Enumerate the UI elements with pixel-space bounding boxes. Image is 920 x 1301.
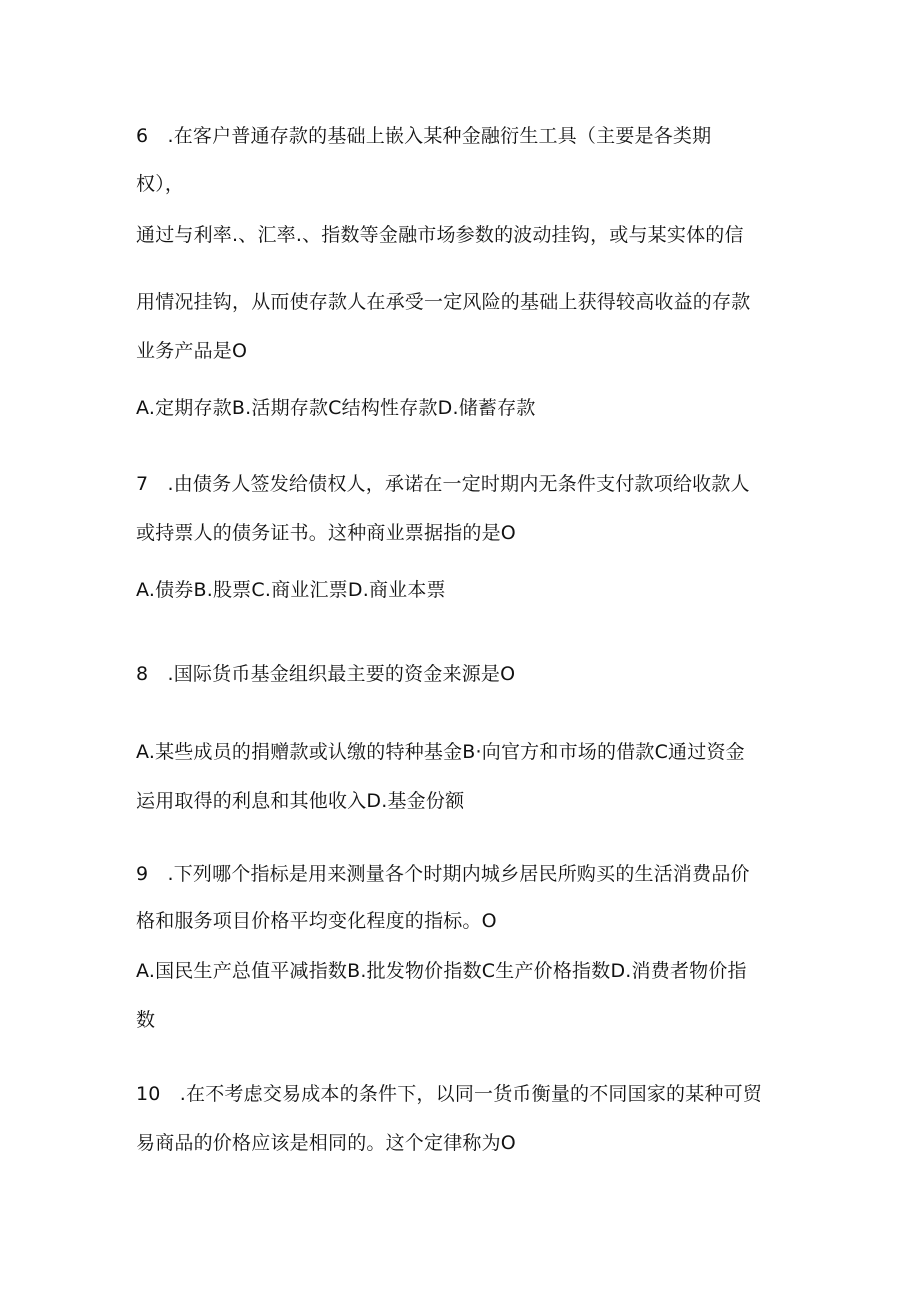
q7-line-1: 7 .由债务人签发给债权人，承诺在一定时期内无条件支付款项给收款人 [136, 473, 750, 495]
q7-options: A.债券B.股票C.商业汇票D.商业本票 [136, 579, 446, 601]
q6-line-1: 6 .在客户普通存款的基础上嵌入某种金融衍生工具（主要是各类期 [136, 125, 712, 147]
q10-line-2: 易商品的价格应该是相同的。这个定律称为O [136, 1132, 516, 1154]
q10-line-1: 10 .在不考虑交易成本的条件下，以同一货币衡量的不同国家的某种可贸 [136, 1083, 763, 1105]
q6-line-5: 业务产品是O [136, 340, 248, 362]
q9-line-2: 格和服务项目价格平均变化程度的指标。O [136, 910, 497, 932]
q8-line-1: 8 .国际货币基金组织最主要的资金来源是O [136, 663, 516, 685]
q6-line-2: 权）， [136, 173, 185, 195]
q6-line-4: 用情况挂钩，从而使存款人在承受一定风险的基础上获得较高收益的存款 [136, 291, 751, 313]
q6-options: A.定期存款B.活期存款C结构性存款D.储蓄存款 [136, 397, 536, 419]
q7-line-2: 或持票人的债务证书。这种商业票据指的是O [136, 522, 516, 544]
q9-options-line-1: A.国民生产总值平减指数B.批发物价指数C生产价格指数D.消费者物价指 [136, 960, 747, 982]
q8-options-line-1: A.某些成员的捐赠款或认缴的特种基金B·向官方和市场的借款C通过资金 [136, 741, 745, 763]
q6-line-3: 通过与利率.、汇率.、指数等金融市场参数的波动挂钩，或与某实体的信 [136, 224, 744, 246]
q9-options-line-2: 数 [136, 1009, 156, 1031]
q9-line-1: 9 .下列哪个指标是用来测量各个时期内城乡居民所购买的生活消费品价 [136, 863, 750, 885]
q8-options-line-2: 运用取得的利息和其他收入D.基金份额 [136, 790, 465, 812]
